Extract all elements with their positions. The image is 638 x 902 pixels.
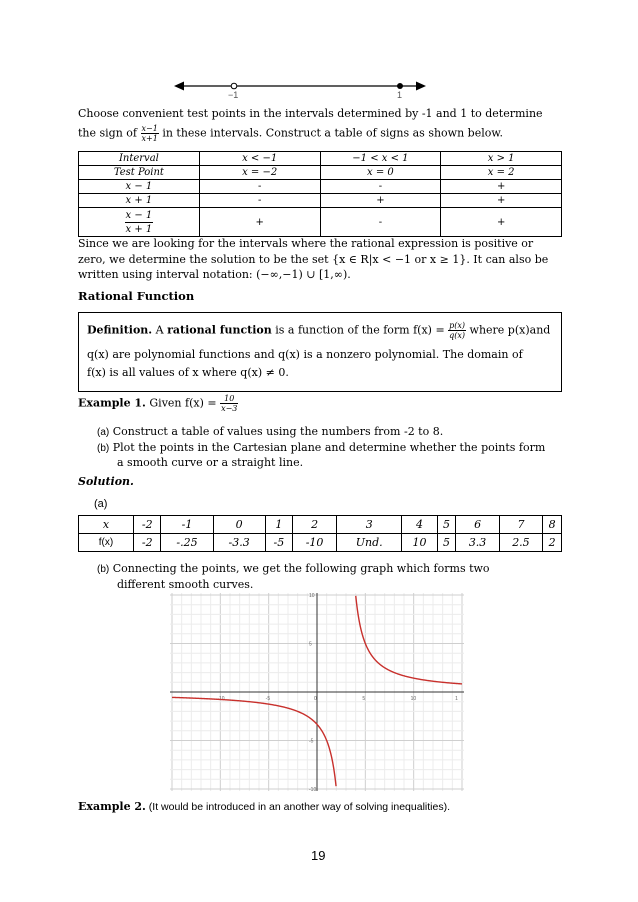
solution-title: Solution. (78, 475, 134, 488)
table-cell: 7 (499, 516, 542, 534)
table-cell: 1 (265, 516, 292, 534)
table-cell: -3.3 (213, 534, 265, 552)
table-cell: 4 (402, 516, 437, 534)
table-cell: 5 (437, 534, 456, 552)
x-tick-label: 5 (362, 696, 366, 702)
table-cell: 3 (337, 516, 402, 534)
y-tick-label: 10 (309, 593, 315, 599)
table-cell: 10 (402, 534, 437, 552)
table-row: Interval x < −1 −1 < x < 1 x > 1 (79, 152, 562, 166)
y-tick-label: 5 (309, 641, 312, 648)
fraction: $\frac{p(x)}{q(x)}$ (449, 321, 466, 340)
part-b-line-2: different smooth curves. (117, 578, 254, 591)
number-line-right-label: 1 (397, 90, 403, 100)
intro-line-1: Choose convenient test points in the intervals determined by -1 and 1 to determine (78, 107, 543, 120)
fraction: $\frac{10}{x-3}$ (221, 394, 238, 413)
definition-line-3: f(x) is all values of x where q(x) ≠ 0. (87, 366, 289, 379)
table-row: $\frac{x - 1}{x + 1}$ + - + (79, 208, 562, 237)
table-cell: 6 (456, 516, 499, 534)
section-title: Rational Function (78, 289, 195, 303)
conclusion-paragraph: Since we are looking for the intervals where the rational expression is positive or zero, we determine the solution to be the set {x ∈ R|x < −1 or x ≥ 1}. It can also be written using interval notation: (−∞,−1) ∪ [1,∞). (78, 237, 549, 281)
table-cell: 3.3 (456, 534, 499, 552)
intro-line-2: the sign of $\frac{x-1}{x+1}$ in these intervals. Construct a table of signs as shown below. (78, 123, 503, 143)
definition-line-2: q(x) are polynomial functions and q(x) is a nonzero polynomial. The domain of (87, 348, 523, 361)
example-1-item-b-cont: a smooth curve or a straight line. (117, 456, 304, 469)
table-cell: -5 (265, 534, 292, 552)
example-1-item-a: (a) Construct a table of values using the numbers from -2 to 8. (97, 425, 444, 438)
table-row: f(x) -2 -.25 -3.3 -5 -10 Und. 10 5 3.3 2.5 2 (79, 534, 562, 552)
table-row: x + 1 - + + (79, 194, 562, 208)
y-tick-label: -10 (309, 787, 317, 791)
definition-line-1: Definition. A rational function is a function of the form f(x) = $\frac{p(x)}{q(x)}$ where p(x)and (87, 321, 551, 340)
table-cell: -2 (134, 534, 161, 552)
part-b-line-1: (b) Connecting the points, we get the following graph which forms two (97, 562, 490, 575)
x-tick-label: 0 (314, 696, 317, 702)
table-cell: 8 (543, 516, 562, 534)
table-cell: -1 (161, 516, 213, 534)
table-cell: -10 (293, 534, 337, 552)
table-cell: -2 (134, 516, 161, 534)
x-tick-label: 10 (410, 696, 417, 702)
table-row: Test Point x = −2 x = 0 x = 2 (79, 166, 562, 180)
function-graph (170, 593, 464, 791)
fraction: $\frac{x - 1}{x + 1}$ (125, 209, 153, 235)
definition-box (78, 312, 562, 392)
table-cell: 5 (437, 516, 456, 534)
table-cell: Und. (337, 534, 402, 552)
number-line-left-label: −1 (228, 90, 239, 100)
values-table (78, 515, 562, 552)
table-row: x − 1 - - + (79, 180, 562, 194)
example-2: Example 2. (It would be introduced in an another way of solving inequalities). (78, 800, 450, 813)
fraction: $\frac{x-1}{x+1}$ (141, 123, 158, 143)
sign-table (78, 151, 562, 237)
example-1-heading: Example 1. Given f(x) = $\frac{10}{x-3}$ (78, 394, 238, 413)
x-tick-label: -5 (265, 696, 271, 702)
table-cell: 2 (543, 534, 562, 552)
table-cell: -.25 (161, 534, 213, 552)
y-tick-label: -5 (309, 738, 314, 745)
table-row: x -2 -1 0 1 2 3 4 5 6 7 8 (79, 516, 562, 534)
number-line (170, 78, 430, 100)
x-tick-label: 1 (455, 696, 458, 702)
table-cell: 2.5 (499, 534, 542, 552)
page-number: 19 (311, 848, 326, 863)
intro-paragraph (78, 106, 562, 143)
example-1-item-b: (b) Plot the points in the Cartesian plane and determine whether the points form (97, 441, 546, 454)
x-tick-label: -10 (217, 696, 225, 702)
table-cell: 0 (213, 516, 265, 534)
table-cell: 2 (293, 516, 337, 534)
part-a-label: (a) (94, 498, 108, 510)
